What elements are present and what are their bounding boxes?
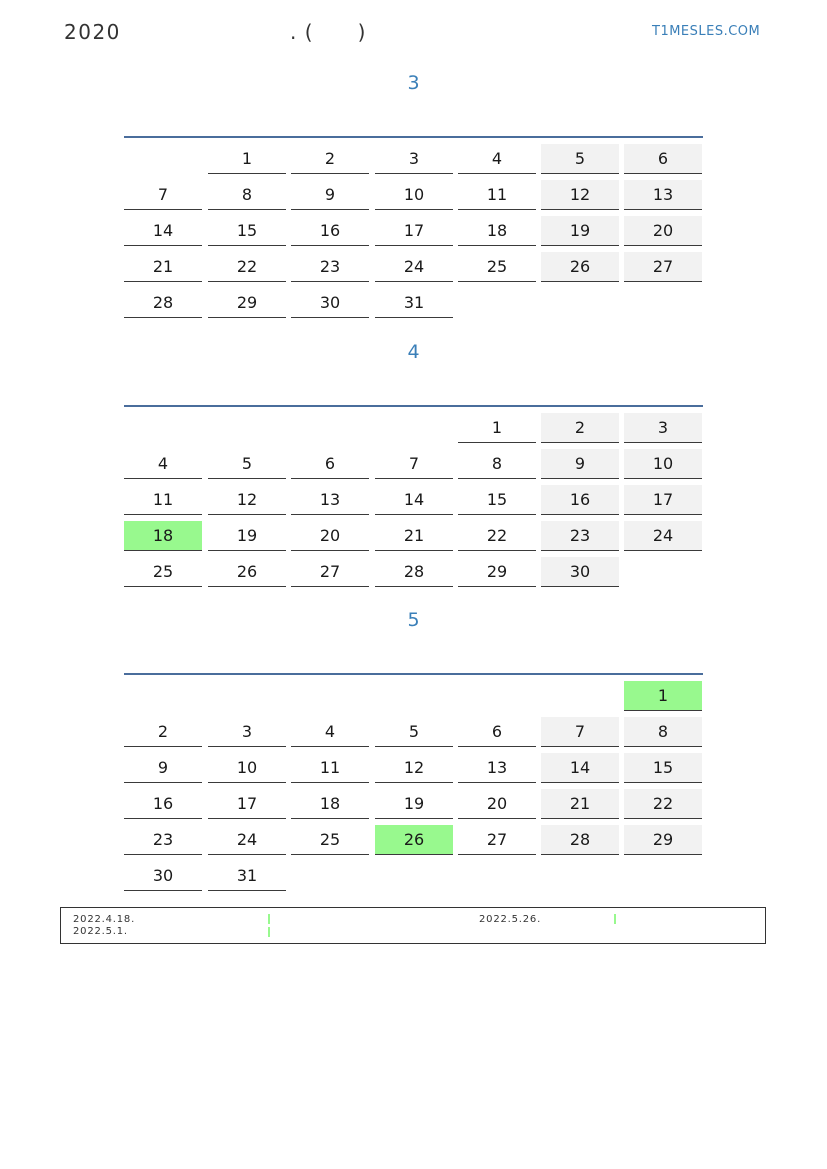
day-cell: 18 — [291, 789, 369, 819]
day-cell: 30 — [541, 557, 619, 587]
day-cell: 17 — [208, 789, 286, 819]
day-cell: 6 — [624, 144, 702, 174]
year-title: 2020 — [64, 20, 121, 44]
day-cell: 2 — [124, 717, 202, 747]
month-title: 3 — [407, 72, 420, 94]
day-cell: 23 — [291, 252, 369, 282]
day-cell: 13 — [458, 753, 536, 783]
day-cell: 29 — [624, 825, 702, 855]
day-cell: 25 — [458, 252, 536, 282]
day-cell: 13 — [291, 485, 369, 515]
day-cell: 26 — [541, 252, 619, 282]
holiday-marker — [614, 914, 616, 924]
day-cell: 5 — [541, 144, 619, 174]
day-cell: 27 — [458, 825, 536, 855]
day-cell: 27 — [291, 557, 369, 587]
day-cell: 1 — [624, 681, 702, 711]
day-cell: 19 — [375, 789, 453, 819]
day-cell: 7 — [541, 717, 619, 747]
day-cell: 2 — [541, 413, 619, 443]
day-cell: 20 — [458, 789, 536, 819]
day-cell: 31 — [375, 288, 453, 318]
day-cell: 28 — [541, 825, 619, 855]
day-cell: 30 — [124, 861, 202, 891]
day-cell: 5 — [375, 717, 453, 747]
day-cell: 6 — [458, 717, 536, 747]
day-cell: 20 — [291, 521, 369, 551]
day-cell: 29 — [458, 557, 536, 587]
day-cell: 11 — [291, 753, 369, 783]
day-cell: 21 — [124, 252, 202, 282]
day-cell: 15 — [208, 216, 286, 246]
day-cell: 10 — [624, 449, 702, 479]
day-cell: 28 — [375, 557, 453, 587]
day-cell: 3 — [624, 413, 702, 443]
day-cell: 19 — [541, 216, 619, 246]
day-cell: 17 — [375, 216, 453, 246]
day-cell: 28 — [124, 288, 202, 318]
day-cell: 11 — [124, 485, 202, 515]
day-cell: 3 — [208, 717, 286, 747]
day-cell: 19 — [208, 521, 286, 551]
day-cell: 24 — [624, 521, 702, 551]
day-cell: 8 — [458, 449, 536, 479]
day-cell: 18 — [124, 521, 202, 551]
month-rule — [124, 673, 703, 675]
day-cell: 12 — [541, 180, 619, 210]
month-rule — [124, 136, 703, 138]
day-cell: 9 — [291, 180, 369, 210]
day-cell: 12 — [208, 485, 286, 515]
day-cell: 22 — [208, 252, 286, 282]
day-cell: 6 — [291, 449, 369, 479]
day-cell: 9 — [124, 753, 202, 783]
day-cell: 14 — [541, 753, 619, 783]
day-cell: 26 — [375, 825, 453, 855]
day-cell: 8 — [624, 717, 702, 747]
day-cell: 22 — [624, 789, 702, 819]
day-cell: 20 — [624, 216, 702, 246]
month-title: 5 — [407, 609, 420, 631]
day-cell: 24 — [375, 252, 453, 282]
day-cell: 11 — [458, 180, 536, 210]
day-cell: 25 — [291, 825, 369, 855]
day-cell: 31 — [208, 861, 286, 891]
month-title: 4 — [407, 341, 420, 363]
day-cell: 23 — [124, 825, 202, 855]
day-cell: 24 — [208, 825, 286, 855]
page-header — [0, 0, 827, 60]
day-cell: 4 — [124, 449, 202, 479]
day-cell: 18 — [458, 216, 536, 246]
day-cell: 1 — [208, 144, 286, 174]
day-cell: 16 — [124, 789, 202, 819]
day-cell: 27 — [624, 252, 702, 282]
day-cell: 21 — [375, 521, 453, 551]
day-cell: 4 — [458, 144, 536, 174]
day-cell: 29 — [208, 288, 286, 318]
note-item: 2022.5.26. — [479, 914, 542, 925]
day-cell: 30 — [291, 288, 369, 318]
day-cell: 15 — [624, 753, 702, 783]
day-cell: 14 — [375, 485, 453, 515]
site-link[interactable]: T1MESLES.COM — [652, 24, 761, 39]
day-cell: 14 — [124, 216, 202, 246]
day-cell: 21 — [541, 789, 619, 819]
holiday-marker — [268, 914, 270, 924]
day-cell: 5 — [208, 449, 286, 479]
day-cell: 7 — [124, 180, 202, 210]
month-rule — [124, 405, 703, 407]
day-cell: 25 — [124, 557, 202, 587]
day-cell: 3 — [375, 144, 453, 174]
day-cell: 10 — [375, 180, 453, 210]
note-item: 2022.5.1. — [73, 926, 128, 937]
holiday-notes-box — [60, 907, 766, 944]
day-cell: 12 — [375, 753, 453, 783]
day-cell: 4 — [291, 717, 369, 747]
day-cell: 10 — [208, 753, 286, 783]
title-parenthesis: . ( ) — [290, 20, 367, 44]
day-cell: 23 — [541, 521, 619, 551]
day-cell: 16 — [541, 485, 619, 515]
holiday-marker — [268, 927, 270, 937]
day-cell: 26 — [208, 557, 286, 587]
day-cell: 13 — [624, 180, 702, 210]
day-cell: 8 — [208, 180, 286, 210]
day-cell: 15 — [458, 485, 536, 515]
day-cell: 1 — [458, 413, 536, 443]
day-cell: 22 — [458, 521, 536, 551]
note-item: 2022.4.18. — [73, 914, 136, 925]
day-cell: 9 — [541, 449, 619, 479]
day-cell: 17 — [624, 485, 702, 515]
day-cell: 7 — [375, 449, 453, 479]
day-cell: 16 — [291, 216, 369, 246]
day-cell: 2 — [291, 144, 369, 174]
